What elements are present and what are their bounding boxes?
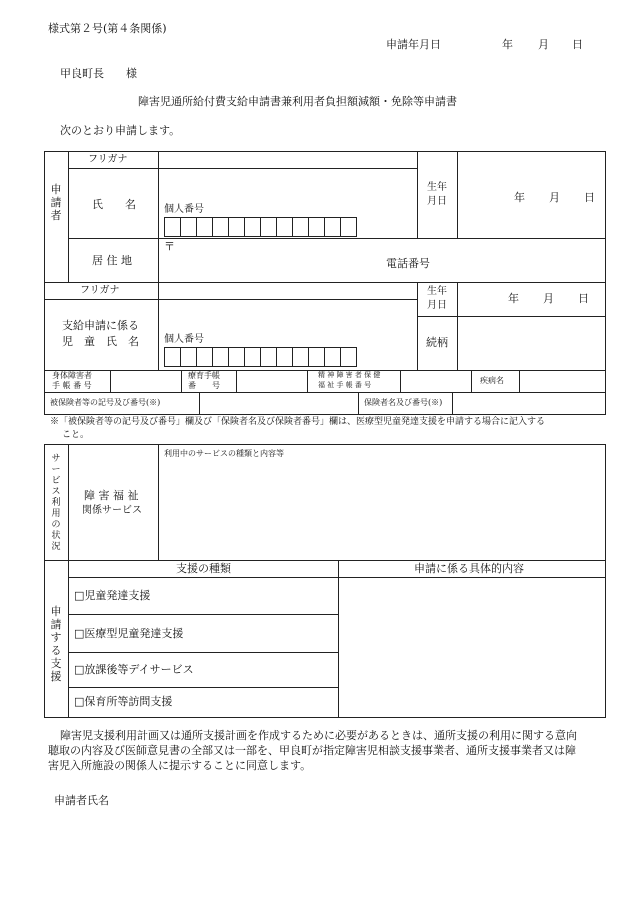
physical-handbook-label-2: 手 帳 番 号 <box>52 381 92 390</box>
consent-line-2: 聴取の内容及び医師意見書の全部又は一部を、甲良町が指定障害児相談支援事業者、通所支援事業者又は障 <box>48 744 576 757</box>
form-title: 障害児通所給付費支給申請書兼利用者負担額減額・免除等申請書 <box>138 95 457 108</box>
support-section-label: 申請する支援 <box>50 605 62 683</box>
relation-label: 続柄 <box>426 336 448 349</box>
child-birth-day: 日 <box>578 292 589 305</box>
postal-mark: 〒 <box>164 240 175 253</box>
applicant-my-number-boxes[interactable] <box>164 217 357 237</box>
application-year: 年 <box>502 38 513 51</box>
welfare-service-label-2: 関係サービス <box>82 505 142 516</box>
ryoiku-handbook-label-2: 番 号 <box>188 381 220 390</box>
insurer-label: 保険者名及び番号(※) <box>364 398 443 407</box>
applicant-birth-day: 日 <box>584 191 595 204</box>
phone-label: 電話番号 <box>386 257 430 270</box>
addressee: 甲良町長 様 <box>60 67 137 80</box>
disease-label: 疾病名 <box>480 376 504 385</box>
child-my-number-label: 個人番号 <box>164 334 204 345</box>
child-birth-label: 生年月日 <box>427 286 447 311</box>
applicant-name-label: 氏 名 <box>92 198 136 211</box>
support-item-child-development[interactable]: □児童発達支援 <box>74 589 151 602</box>
child-birth-year: 年 <box>508 292 519 305</box>
child-my-number-boxes[interactable] <box>164 347 357 367</box>
child-name-label-1: 支給申請に係る <box>62 319 139 332</box>
ryoiku-handbook-label-1: 療育手帳 <box>188 371 220 380</box>
form-number: 様式第２号(第４条関係) <box>48 22 167 35</box>
application-month: 月 <box>538 38 549 51</box>
application-date-label: 申請年月日 <box>386 38 441 51</box>
insurance-note-2: こと。 <box>62 430 90 440</box>
physical-handbook-label-1: 身体障害者 <box>52 371 92 380</box>
applicant-birth-label: 生年月日 <box>427 182 447 207</box>
support-detail-header: 申請に係る具体的内容 <box>414 562 524 575</box>
mental-handbook-label-1: 精 神 障 害 者 保 健 <box>318 371 381 379</box>
service-content-label: 利用中のサービスの種類と内容等 <box>164 449 284 458</box>
support-type-header: 支援の種類 <box>176 562 231 575</box>
application-day: 日 <box>572 38 583 51</box>
applicant-my-number-label: 個人番号 <box>164 204 204 215</box>
applicant-furigana-label: フリガナ <box>88 154 128 165</box>
child-name-label-2: 児 童 氏 名 <box>62 335 139 348</box>
support-item-medical-child-development[interactable]: □医療型児童発達支援 <box>74 627 184 640</box>
child-birth-month: 月 <box>543 292 554 305</box>
support-item-after-school-day-service[interactable]: □放課後等デイサービス <box>74 663 194 676</box>
consent-line-1: 障害児支援利用計画又は通所支援計画を作成するために必要があるときは、通所支援の利用に関する意向 <box>60 729 577 742</box>
applicant-section-label: 申請者 <box>50 183 62 222</box>
applicant-birth-month: 月 <box>549 191 560 204</box>
service-status-section-label: サービス利用の状況 <box>51 454 61 552</box>
child-furigana-label: フリガナ <box>80 285 120 296</box>
consent-line-3: 害児入所施設の関係人に提示することに同意します。 <box>48 759 312 772</box>
welfare-service-label-1: 障 害 福 祉 <box>84 489 139 502</box>
insured-label: 被保険者等の記号及び番号(※) <box>50 398 161 407</box>
applicant-birth-year: 年 <box>514 191 525 204</box>
support-item-nursery-visit-support[interactable]: □保育所等訪問支援 <box>74 695 173 708</box>
mental-handbook-label-2: 福 祉 手 帳 番 号 <box>318 381 372 389</box>
intro-text: 次のとおり申請します。 <box>60 124 181 137</box>
address-label: 居 住 地 <box>92 254 132 267</box>
insurance-note-1: ※「被保険者等の記号及び番号」欄及び「保険者名及び保険者番号」欄は、医療型児童発達支援を申請する場合に記入する <box>50 417 546 427</box>
signature-label: 申請者氏名 <box>54 794 109 807</box>
